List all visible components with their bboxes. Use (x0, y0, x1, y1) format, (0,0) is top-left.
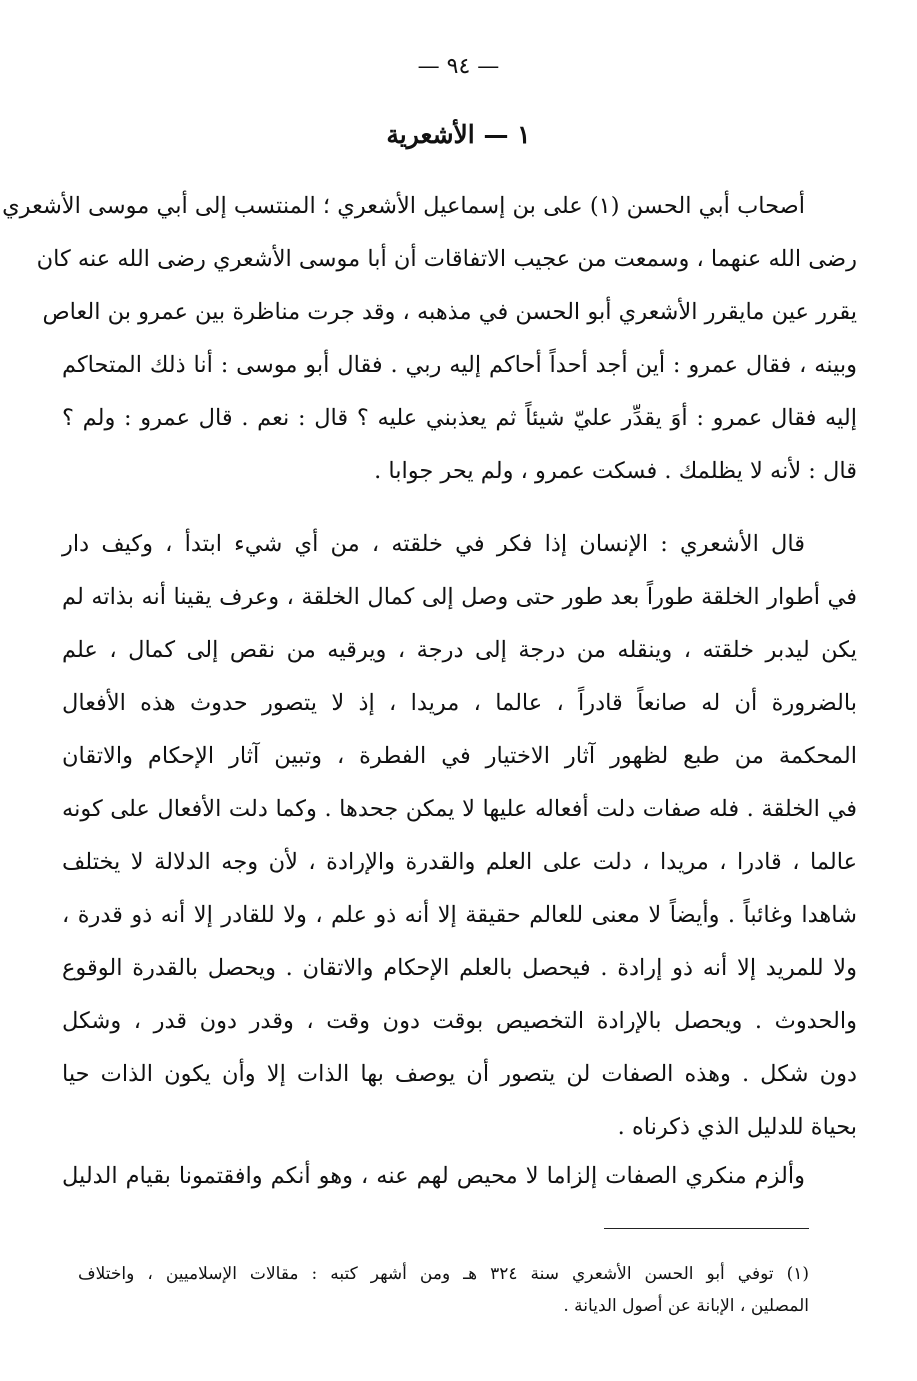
text-line: في الخلقة . فله صفات دلت أفعاله عليها لا يمكن جحدها . وكما دلت الأفعال على كونه (62, 796, 857, 822)
paragraph-2 (62, 518, 857, 1154)
text-line: بالضرورة أن له صانعاً قادراً ، عالما ، مريدا ، إذ لا يتصور حدوث هذه الأفعال (62, 690, 857, 716)
footnote-line: المصلين ، الإبانة عن أصول الديانة . (563, 1296, 809, 1316)
text-line: ولا للمريد إلا أنه ذو إرادة . فيحصل بالعلم الإحكام والاتقان . ويحصل بالقدرة الوقوع (62, 955, 857, 981)
text-line: يقرر عين مايقرر الأشعري أبو الحسن في مذهبه ، وقد جرت مناظرة بين عمرو بن العاص (42, 299, 857, 325)
text-line: عالما ، قادرا ، مريدا ، دلت على العلم والقدرة والإرادة ، لأن وجه الدلالة لا يختلف (62, 849, 857, 875)
text-line: بحياة للدليل الذي ذكرناه . (617, 1114, 857, 1140)
text-line: وبينه ، فقال عمرو : أين أجد أحداً أحاكم إليه ربي . فقال أبو موسى : أنا ذلك المتحاكم (62, 352, 857, 378)
text-line: قال الأشعري : الإنسان إذا فكر في خلقته ، من أي شيء ابتدأ ، وكيف دار (62, 531, 805, 557)
footnote-line: (١) توفي أبو الحسن الأشعري سنة ٣٢٤ هـ ومن أشهر كتبه : مقالات الإسلاميين ، واختلاف (78, 1264, 809, 1284)
text-line: والحدوث . ويحصل بالإرادة التخصيص بوقت دون وقت ، وقدر دون قدر ، وشكل (62, 1008, 857, 1034)
section-heading: ١ — الأشعرية (386, 120, 531, 149)
text-line: دون شكل . وهذه الصفات لن يتصور أن يوصف بها الذات إلا وأن يكون الذات حيا (62, 1061, 857, 1087)
footnote (78, 1258, 809, 1322)
footnote-divider (604, 1228, 809, 1229)
text-line: إليه فقال عمرو : أوَ يقدِّر عليّ شيئاً ثم يعذبني عليه ؟ قال : نعم . قال عمرو : ولم ؟ (62, 405, 857, 431)
text-line: رضى الله عنهما ، وسمعت من عجيب الاتفاقات أن أبا موسى الأشعري رضى الله عنه كان (36, 246, 857, 272)
paragraph-3 (62, 1150, 857, 1203)
text-line: قال : لأنه لا يظلمك . فسكت عمرو ، ولم يحر جوابا . (374, 458, 857, 484)
page-number: — ٩٤ — (417, 54, 500, 79)
text-line: وألزم منكري الصفات إلزاما لا محيص لهم عنه ، وهو أنكم وافقتمونا بقيام الدليل (62, 1163, 805, 1189)
text-line: أصحاب أبي الحسن (١) على بن إسماعيل الأشعري ؛ المنتسب إلى أبي موسى الأشعري (2, 193, 805, 219)
text-line: شاهدا وغائباً . وأيضاً لا معنى للعالم حقيقة إلا أنه ذو علم ، ولا للقادر إلا أنه ذو قدرة ، (62, 902, 857, 928)
text-line: في أطوار الخلقة طوراً بعد طور حتى وصل إلى كمال الخلقة ، وعرف يقينا أنه بذاته لم (62, 584, 857, 610)
text-line: المحكمة من طبع لظهور آثار الاختيار في الفطرة ، وتبين آثار الإحكام والاتقان (62, 743, 857, 769)
paragraph-1 (2, 180, 857, 498)
text-line: يكن ليدبر خلقته ، وينقله من درجة إلى درجة ، ويرقيه من نقص إلى كمال ، علم (62, 637, 857, 663)
